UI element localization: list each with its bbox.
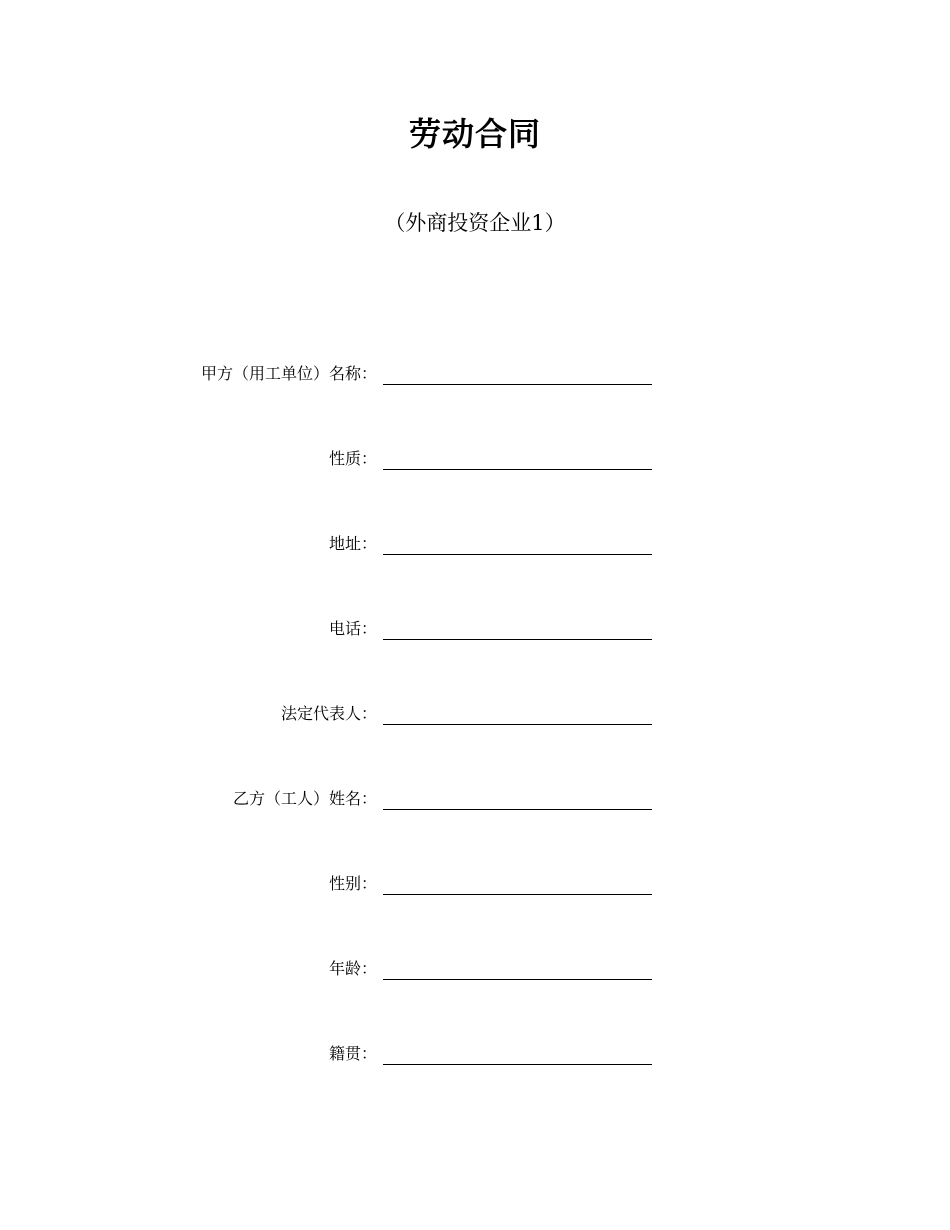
field-gender	[0, 865, 950, 895]
fill-in-line[interactable]	[383, 894, 652, 895]
field-label: 法定代表人：	[280, 704, 377, 723]
fill-in-line[interactable]	[383, 979, 652, 980]
field-label: 籍贯：	[328, 1044, 377, 1063]
field-label: 性别：	[328, 874, 377, 893]
field-phone	[0, 610, 950, 640]
field-label: 甲方（用工单位）名称：	[200, 364, 377, 383]
field-label: 电话：	[328, 619, 377, 638]
field-party-a-name	[0, 355, 950, 385]
field-label: 地址：	[328, 534, 377, 553]
field-label: 乙方（工人）姓名：	[232, 789, 377, 808]
fill-in-line[interactable]	[383, 554, 652, 555]
field-party-b-name	[0, 780, 950, 810]
fill-in-line[interactable]	[383, 469, 652, 470]
field-legal-representative	[0, 695, 950, 725]
field-label: 年龄：	[328, 959, 377, 978]
fill-in-line[interactable]	[383, 639, 652, 640]
document-subtitle: （外商投资企业1）	[384, 211, 566, 235]
field-native-place	[0, 1035, 950, 1065]
document-title: 劳动合同	[408, 115, 541, 153]
fill-in-line[interactable]	[383, 1064, 652, 1065]
field-address	[0, 525, 950, 555]
field-label: 性质：	[328, 449, 377, 468]
field-nature	[0, 440, 950, 470]
field-age	[0, 950, 950, 980]
fill-in-line[interactable]	[383, 809, 652, 810]
fill-in-line[interactable]	[383, 724, 652, 725]
fill-in-line[interactable]	[383, 384, 652, 385]
